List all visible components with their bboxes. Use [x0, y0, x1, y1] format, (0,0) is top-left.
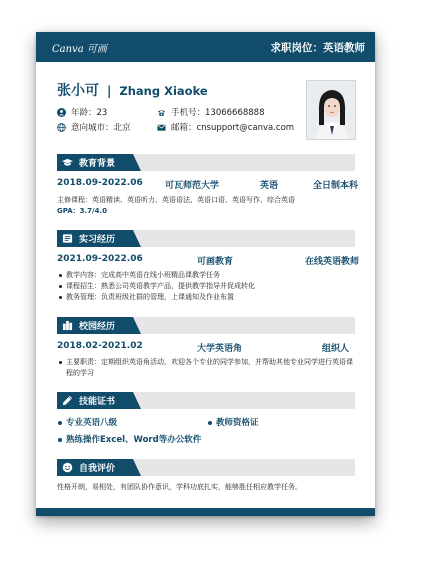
- section-title: 校园经历: [79, 322, 116, 332]
- section-header: [57, 459, 355, 476]
- education-row: [57, 178, 359, 192]
- name-english: Zhang Xiaoke: [119, 84, 208, 98]
- section-internship: [57, 230, 360, 303]
- campus-org: 大学英语角: [197, 344, 243, 354]
- education-major: 英语: [260, 181, 279, 191]
- education-period: 2018.09-2022.06: [57, 178, 143, 188]
- info-email: [157, 121, 294, 133]
- internship-row: [57, 254, 360, 268]
- section-header: [57, 392, 355, 409]
- section-self-eval: [57, 459, 355, 493]
- skill-item: 熟练操作Excel、Word等办公软件: [57, 433, 201, 445]
- globe-icon: [57, 123, 66, 132]
- phone-text: 手机号：13066668888: [171, 108, 265, 118]
- age-text: 年龄：23: [71, 108, 108, 118]
- skill-item: 教师资格证: [207, 416, 259, 428]
- section-tab: [57, 154, 133, 171]
- profile-photo: [306, 80, 356, 140]
- section-title: 实习经历: [79, 235, 116, 245]
- skills-list: [57, 416, 355, 452]
- section-header: [57, 317, 355, 334]
- document-icon: [62, 233, 73, 244]
- section-header: [57, 154, 355, 171]
- campus-row: [57, 341, 355, 355]
- email-text: 邮箱：cnsupport@canva.com: [171, 123, 295, 133]
- section-tab: [57, 230, 133, 247]
- footer-bar: [36, 508, 375, 516]
- mail-icon: [157, 123, 166, 132]
- person-icon: [57, 108, 66, 117]
- profile-header: [36, 62, 375, 150]
- list-item: 主要职责：定期组织英语角活动，欢迎各个专业的同学参加，并帮助其他专业同学进行英语课程的学习: [57, 357, 355, 379]
- resume-page: [36, 32, 375, 516]
- section-education: [57, 154, 359, 217]
- education-courses: 主修课程：英语精读、英语听力、英语语法、英语口语、英语写作、综合英语: [57, 196, 295, 204]
- info-age: [57, 106, 107, 118]
- section-tab: [57, 392, 133, 409]
- graduation-cap-icon: [62, 157, 73, 168]
- top-banner: [36, 32, 375, 62]
- education-degree: 全日制本科: [313, 181, 359, 191]
- name-separator: |: [107, 84, 112, 98]
- city-text: 意向城市：北京: [71, 123, 131, 133]
- section-skills: [57, 392, 355, 452]
- internship-role: 在线英语教师: [305, 257, 360, 267]
- name-chinese: 张小可: [57, 83, 99, 99]
- section-title: 技能证书: [79, 397, 116, 407]
- portrait-image: [307, 81, 356, 140]
- education-school: 可瓦师范大学: [165, 181, 220, 191]
- campus-period: 2018.02-2021.02: [57, 341, 143, 351]
- info-phone: [157, 106, 265, 118]
- pen-icon: [62, 395, 73, 406]
- section-title: 教育背景: [79, 159, 116, 169]
- education-gpa: GPA：3.7/4.0: [57, 207, 108, 215]
- phone-icon: [157, 108, 166, 117]
- section-header: [57, 230, 355, 247]
- skill-item: 专业英语八级: [57, 416, 117, 428]
- campus-role: 组织人: [322, 344, 350, 354]
- campus-duties: [57, 357, 355, 379]
- list-item: 教学内容：完成高中英语在线小班精品课教学任务: [57, 270, 355, 281]
- section-tab: [57, 459, 133, 476]
- internship-duties: [57, 270, 355, 303]
- list-item: 课程招生：熟悉公司英语教学产品，提供教学指导并促成转化: [57, 281, 355, 292]
- building-icon: [62, 320, 73, 331]
- job-title: 求职岗位：英语教师: [270, 41, 365, 54]
- internship-company: 可画教育: [197, 257, 234, 267]
- smiley-icon: [62, 462, 73, 473]
- section-title: 自我评价: [79, 464, 116, 474]
- list-item: 教务管理：负责班级社群的管理，上课通知及作业布置: [57, 292, 355, 303]
- brand-logo: Canva 可画: [52, 43, 107, 55]
- section-tab: [57, 317, 133, 334]
- section-campus: [57, 317, 355, 379]
- info-city: [57, 121, 131, 133]
- self-eval-text: 性格开朗，易相处，有团队协作意识，学科功底扎实，能够胜任相应教学任务。: [57, 483, 302, 491]
- internship-period: 2021.09-2022.06: [57, 254, 143, 264]
